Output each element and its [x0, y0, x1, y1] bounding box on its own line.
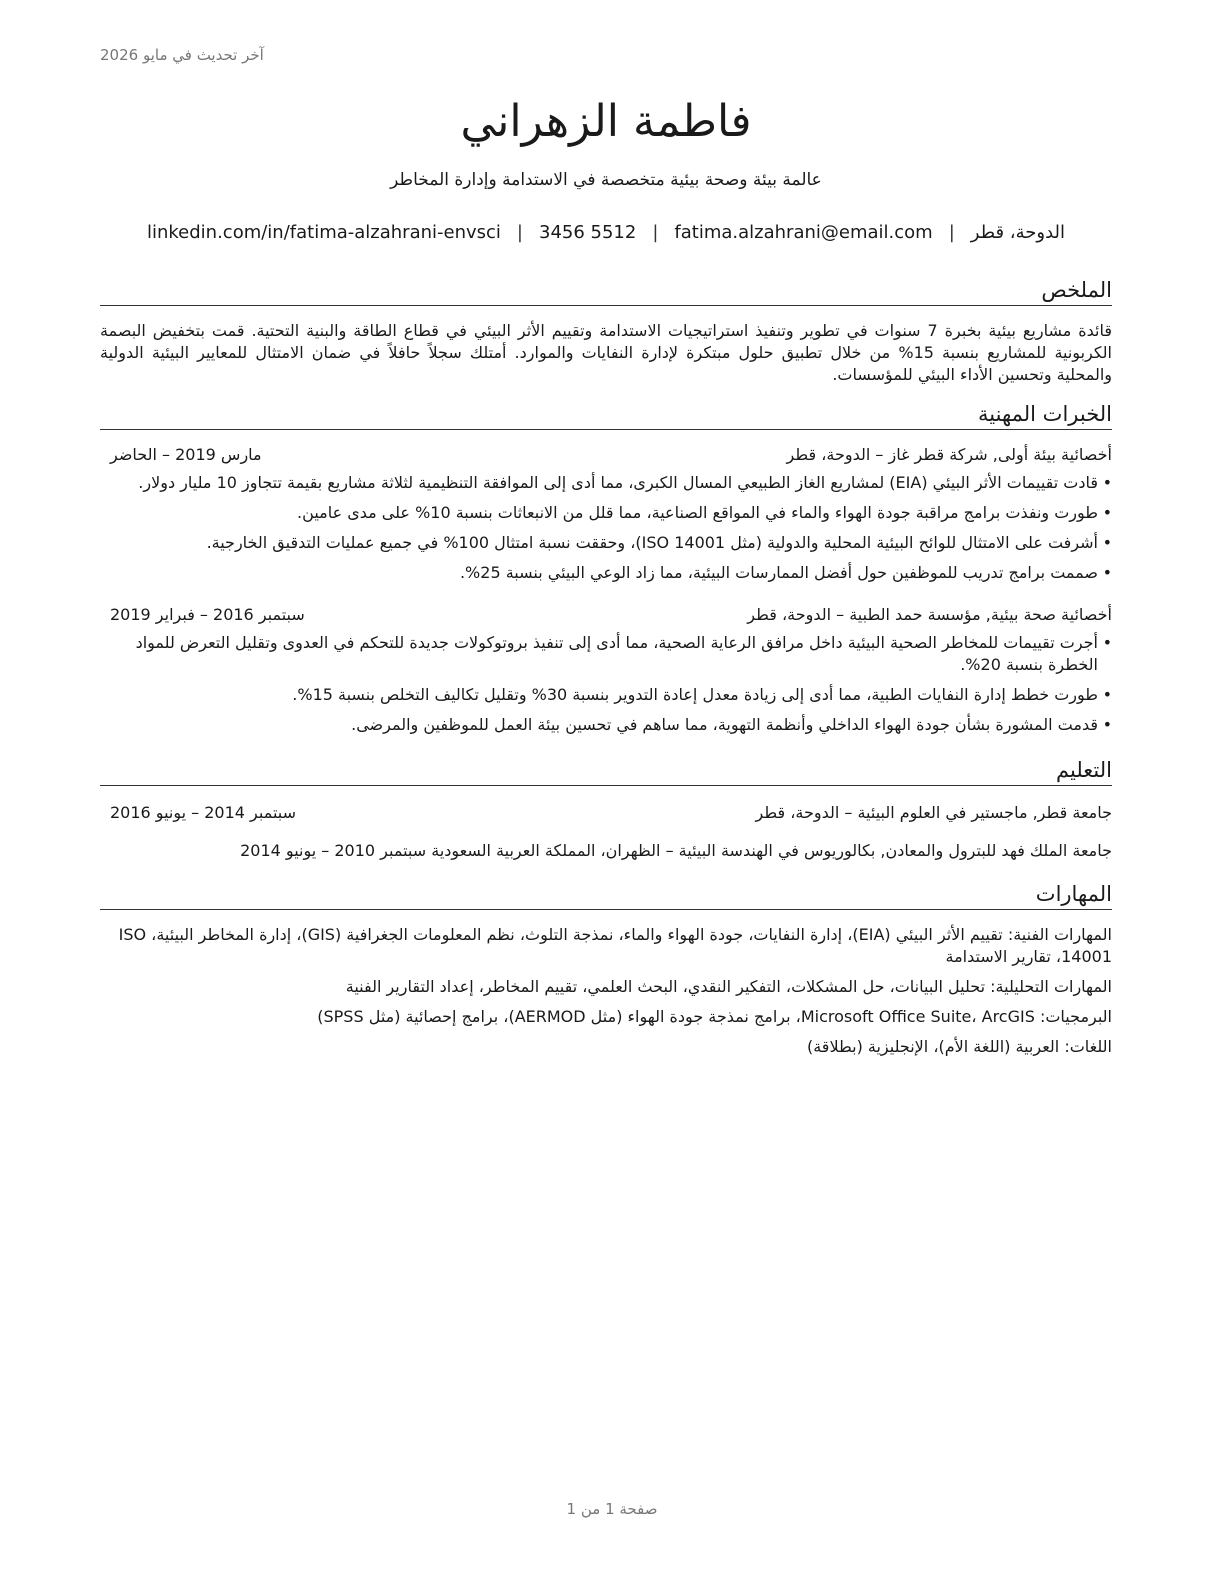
- job-dates: سبتمبر 2016 – فبراير 2019: [110, 605, 305, 624]
- skill-line: اللغات: العربية (اللغة الأم)، الإنجليزية (بطلاقة): [806, 1037, 1112, 1056]
- job-bullets: [100, 632, 1112, 736]
- job-entry: [100, 604, 1112, 736]
- candidate-name: فاطمة الزهراني: [460, 96, 752, 147]
- job-role: أخصائية صحة بيئية, مؤسسة حمد الطبية – الدوحة، قطر: [747, 605, 1112, 624]
- education-entry: [100, 840, 1112, 862]
- contact-location: الدوحة، قطر: [970, 222, 1066, 243]
- education-text: جامعة قطر, ماجستير في العلوم البيئية – الدوحة، قطر: [755, 803, 1112, 822]
- contact-phone: 3456 5512: [539, 222, 637, 243]
- job-bullet: • طورت خطط إدارة النفايات الطبية، مما أدى إلى زيادة معدل إعادة التدوير بنسبة 30% وتقليل تكاليف التخلص بنسبة 15%.: [100, 684, 1112, 706]
- contact-linkedin[interactable]: linkedin.com/in/fatima-alzahrani-envsci: [146, 222, 501, 243]
- job-bullet: • أجرت تقييمات للمخاطر الصحية البيئية داخل مرافق الرعاية الصحية، مما أدى إلى تنفيذ بروتوكولات جديدة للتحكم في العدوى وتقليل التعرض للمواد الخطرة بنسبة 20%.: [100, 632, 1112, 676]
- summary-text: قائدة مشاريع بيئية بخبرة 7 سنوات في تطوير وتنفيذ استراتيجيات الاستدامة وتقييم الأثر البيئي في قطاع الطاقة والبنية التحتية. قمت بتخفيض البصمة الكربونية للمشاريع بنسبة 15% من خلال تطبيق حلول مبتكرة لإدارة النفايات والموارد. أمتلك سجلاً حافلاً في ضمان الامتثال للمعايير البيئية الدولية والمحلية وتحسين الأداء البيئي للمؤسسات.: [100, 321, 1113, 384]
- experience-section: [100, 400, 1112, 736]
- contact-separator: |: [516, 222, 523, 243]
- skill-line: البرمجيات: Microsoft Office Suite، ArcGIS، برامج نمذجة جودة الهواء (مثل AERMOD)، برامج إحصائية (مثل SPSS): [317, 1007, 1112, 1026]
- contact-line: [100, 220, 1112, 246]
- education-dates: سبتمبر 2014 – يونيو 2016: [110, 803, 297, 822]
- job-entry: [100, 444, 1112, 584]
- contact-separator: |: [652, 222, 659, 243]
- education-text: جامعة الملك فهد للبترول والمعادن, بكالوريوس في الهندسة البيئية – الظهران، المملكة العربية السعودية سبتمبر 2010 – يونيو 2014: [240, 841, 1112, 860]
- contact-email[interactable]: fatima.alzahrani@email.com: [674, 222, 933, 243]
- contact-separator: |: [948, 222, 955, 243]
- section-title-summary: الملخص: [100, 276, 1112, 306]
- candidate-title: عالمة بيئة وصحة بيئية متخصصة في الاستدامة وإدارة المخاطر: [390, 170, 822, 190]
- job-dates: مارس 2019 – الحاضر: [110, 445, 262, 464]
- section-title-education: التعليم: [100, 756, 1112, 786]
- skills-section: [100, 880, 1112, 1058]
- job-header: [100, 444, 1112, 466]
- job-bullet: • صممت برامج تدريب للموظفين حول أفضل الممارسات البيئية، مما زاد الوعي البيئي بنسبة 25%.: [100, 562, 1112, 584]
- job-bullet: • قدمت المشورة بشأن جودة الهواء الداخلي وأنظمة التهوية، مما ساهم في تحسين بيئة العمل للموظفين والمرضى.: [100, 714, 1112, 736]
- skill-line: المهارات التحليلية: تحليل البيانات، حل المشكلات، التفكير النقدي، البحث العلمي، تقييم المخاطر، إعداد التقارير الفنية: [345, 977, 1112, 996]
- job-bullets: [100, 472, 1112, 584]
- page-number: صفحة 1 من 1: [566, 1500, 658, 1518]
- education-entry: [100, 802, 1112, 824]
- job-bullet: • أشرفت على الامتثال للوائح البيئية المحلية والدولية (مثل ISO 14001)، وحققت نسبة امتثال 100% في جميع عمليات التدقيق الخارجية.: [100, 532, 1112, 554]
- job-bullet: • قادت تقييمات الأثر البيئي (EIA) لمشاريع الغاز الطبيعي المسال الكبرى، مما أدى إلى الموافقة التنظيمية لثلاثة مشاريع بقيمة تتجاوز 10 مليار دولار.: [100, 472, 1112, 494]
- summary-section: [100, 276, 1112, 386]
- job-header: [100, 604, 1112, 626]
- education-section: [100, 756, 1112, 862]
- job-role: أخصائية بيئة أولى, شركة قطر غاز – الدوحة، قطر: [786, 445, 1112, 464]
- last-updated: آخر تحديث في مايو 2026: [100, 46, 264, 64]
- section-title-experience: الخبرات المهنية: [100, 400, 1112, 430]
- resume-body: [100, 276, 1112, 1066]
- skill-line: المهارات الفنية: تقييم الأثر البيئي (EIA)، إدارة النفايات، جودة الهواء والماء، نمذجة التلوث، نظم المعلومات الجغرافية (GIS)، إدارة المخاطر البيئية، ISO 14001، تقارير الاستدامة: [118, 925, 1112, 966]
- section-title-skills: المهارات: [100, 880, 1112, 910]
- job-bullet: • طورت ونفذت برامج مراقبة جودة الهواء والماء في المواقع الصناعية، مما قلل من الانبعاثات بنسبة 10% على مدى عامين.: [100, 502, 1112, 524]
- resume-header: [100, 92, 1112, 246]
- skills-list: [100, 924, 1112, 1058]
